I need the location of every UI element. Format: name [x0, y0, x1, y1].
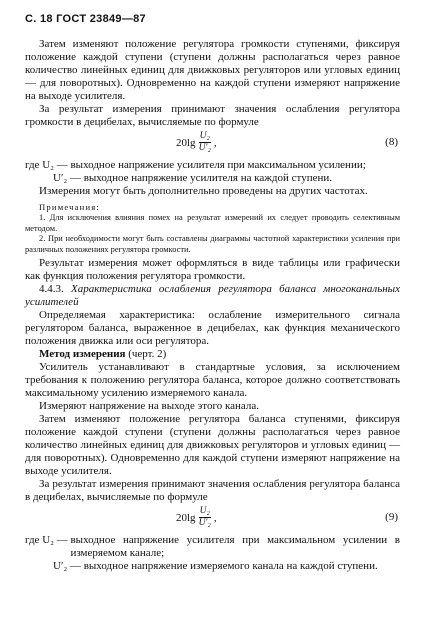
paragraph: За результат измерения принимают значения ослабления регулятора баланса в децибелах, вычисляемые по формуле: [25, 478, 400, 503]
formula-denominator: U′₂: [198, 518, 211, 528]
formula-fraction: [199, 131, 211, 154]
section-title: Характеристика ослабления регулятора баланса многоканальных усилителей: [25, 283, 400, 308]
formula-number: (9): [385, 511, 398, 523]
definition-text: выходное напряжение измеряемого канала на каждой ступени.: [83, 560, 378, 572]
note-item: 2. При необходимости могут быть составлены диаграммы частотной характеристики усиления при различных положениях регулятора громкости.: [25, 234, 400, 254]
formula-numerator: U₂: [199, 131, 210, 141]
formula-lg: 20lg: [176, 511, 196, 524]
definition-item: [25, 560, 400, 573]
definition-item: [25, 172, 400, 185]
definition-term: где U₂ —: [25, 534, 71, 546]
paragraph: Определяемая характеристика: ослабление измерительного сигнала регулятором баланса, выраженное в децибелах, как функция механического положения движка или оси регулятора.: [25, 309, 400, 347]
formula-tail: ,: [213, 136, 217, 149]
formula-numerator: U₂: [199, 506, 210, 516]
paragraph: Усилитель устанавливают в стандартные условия, за исключением требования к положению регулятора баланса, которое должно соответствовать максимальному усилению измеряемого канала.: [25, 361, 400, 399]
section-heading: [25, 283, 400, 309]
method-label: Метод измерения: [39, 348, 126, 360]
method-heading: [25, 348, 400, 361]
definition-term: U′₂ —: [53, 172, 84, 184]
formula-body: [176, 131, 217, 154]
paragraph: Измеряют напряжение на выходе этого канала.: [39, 400, 259, 412]
paragraph: Результат измерения может оформляться в виде таблицы или графически как функция положения регулятора громкости.: [25, 257, 400, 282]
definition-text: выходное напряжение усилителя при максимальном усилении в измеряемом канале;: [70, 534, 400, 559]
notes-heading: Примечания:: [39, 202, 101, 212]
formula-lg: 20lg: [176, 136, 196, 149]
paragraph: Затем изменяют положение регулятора громкости ступенями, фиксируя положение каждой ступени (ступени должны располагаться через равное количество линейных единиц для движковых регуляторов или угловых единиц — для поворотных). Одновременно на каждой ступени измеряют напряжение на выходе усилителя.: [25, 38, 400, 102]
page-header: С. 18 ГОСТ 23849—87: [25, 13, 146, 25]
paragraph: За результат измерения принимают значения ослабления регулятора громкости в децибелах, вычисляемые по формуле: [25, 103, 400, 128]
method-ref: (черт. 2): [128, 348, 167, 360]
formula-fraction: [199, 506, 211, 529]
formula-tail: ,: [213, 511, 217, 524]
definition-term: где U₂ —: [25, 159, 71, 171]
paragraph: Затем изменяют положение регулятора баланса ступенями, фиксируя положение каждой ступени (ступени должны располагаться через равное количество линейных единиц для движковых регуляторов и угловых единиц — для поворотных). Одновременно для каждой ступени измеряют напряжение на выходе усилителя.: [25, 413, 400, 477]
formula-denominator: U′₂: [198, 143, 211, 153]
formula-8: [25, 129, 400, 159]
section-number: 4.4.3.: [39, 283, 64, 295]
formula-9: [25, 504, 400, 534]
paragraph: Измерения могут быть дополнительно проведены на других частотах.: [39, 185, 368, 197]
formula-body: [176, 506, 217, 529]
definition-term: U′₂ —: [53, 560, 84, 572]
definition-text: выходное напряжение усилителя при максимальном усилении;: [70, 159, 366, 171]
definition-text: выходное напряжение усилителя на каждой ступени.: [83, 172, 332, 184]
definition-item: [25, 534, 400, 560]
definition-item: [25, 159, 400, 172]
note-item: 1. Для исключения влияния помех на результат измерений их следует проводить селективным методом.: [25, 213, 400, 233]
formula-number: (8): [385, 136, 398, 148]
